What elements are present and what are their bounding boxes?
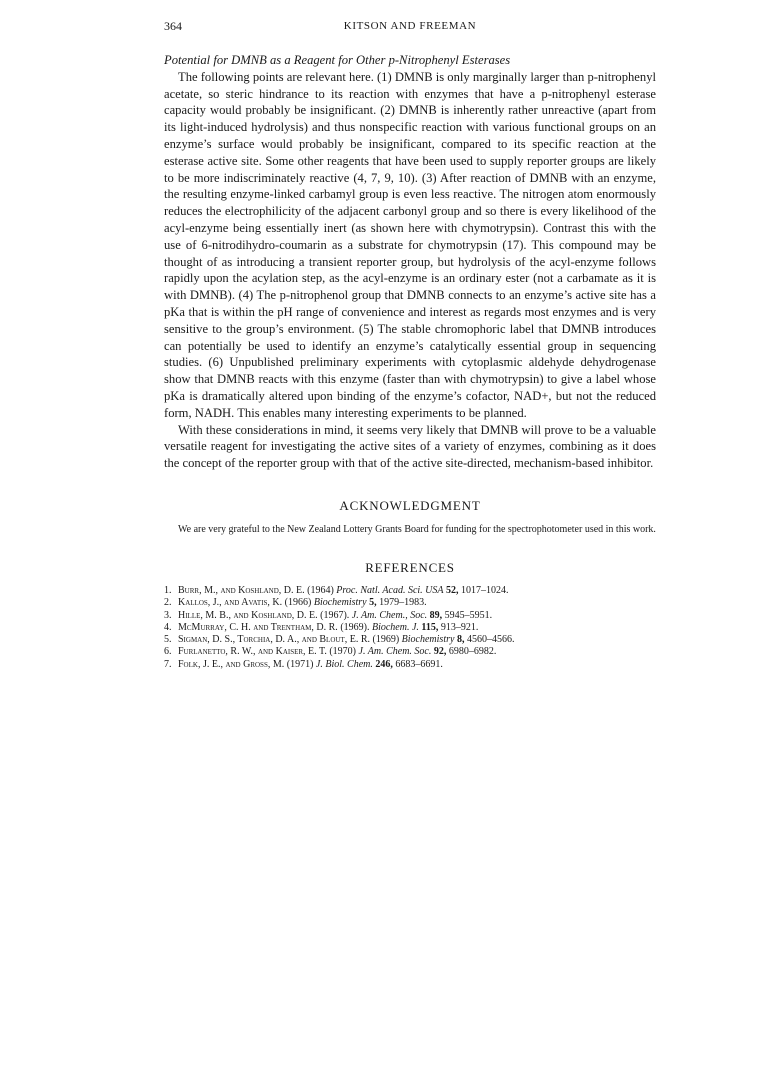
- reference-journal: J. Am. Chem., Soc.: [351, 609, 428, 621]
- reference-item: [164, 585, 656, 597]
- running-title: KITSON AND FREEMAN: [343, 20, 477, 32]
- reference-journal: Biochem. J.: [371, 621, 419, 633]
- reference-pages: 6683–6691.: [395, 658, 443, 670]
- reference-volume: 5,: [369, 597, 377, 609]
- body-paragraph-1: The following points are relevant here. (1) DMNB is only marginally larger than p-nitrophenyl acetate, so steric hindrance to its reaction with enzymes that have a p-nitrophenyl esterase capacity would probably be insignificant. (2) DMNB is inherently rather unreactive (apart from its light-induced hydrolysis) and thus nonspecific reaction with various functional groups on an enzyme’s surface would probably be insignificant, compared to its specific reaction at the esterase active site. Some other reagents that have been used to supply reporter groups are likely to be more indiscriminately reactive (4, 7, 9, 10). (3) After reaction of DMNB with an enzyme, the resulting enzyme-linked carbamyl group is even less reactive. The nitrogen atom enormously reduces the electrophilicity of the adjacent carbonyl group and so there is every likelihood of the acyl-enzyme being essentially inert (as shown here with chymotrypsin). Contrast this with the use of 6-nitrodihydro-coumarin as a substrate for chymotrypsin (17). This compound may be thought of as introducing a transient reporter group, but hydrolysis of the acyl-enzyme follows rapidly upon the acylation step, as the acyl-enzyme is an ordinary ester (not a carbamate as it is with DMNB). (4) The p-nitrophenol group that DMNB connects to an enzyme’s active site has a pKa that is within the pH range of convenience and interest as regards most enzymes and is very sensitive to the group’s environment. (5) The stable chromophoric label that DMNB introduces can potentially be used to identify an enzyme’s catalytically essential group in sequencing studies. (6) Unpublished preliminary experiments with cytoplasmic aldehyde dehydrogenase show that DMNB reacts with this enzyme (faster than with chymotrypsin) to give a label whose pKa is dramatically altered upon binding of the enzyme’s cofactor, NAD+, but not the reduced form, NADH. This enables many interesting experiments to be planned.: [164, 69, 656, 420]
- reference-year: (1971): [286, 658, 314, 670]
- reference-journal: Biochemistry: [313, 597, 367, 609]
- reference-volume: 92,: [433, 646, 447, 658]
- reference-journal: Proc. Natl. Acad. Sci. USA: [336, 584, 444, 596]
- acknowledgment-text: We are very grateful to the New Zealand Lottery Grants Board for funding for the spectrophotometer used in this work.: [178, 523, 656, 535]
- reference-item: [164, 597, 656, 609]
- reference-year: (1969): [372, 634, 400, 646]
- reference-pages: 913–921.: [440, 621, 479, 633]
- reference-number: 3.: [164, 609, 172, 621]
- reference-item: [164, 659, 656, 671]
- reference-authors: Sigman, D. S., Torchia, D. A., and Blout, E. R.: [178, 634, 370, 646]
- reference-authors: Kallos, J., and Avatis, K.: [178, 597, 283, 609]
- reference-volume: 8,: [456, 634, 465, 646]
- reference-volume: 246,: [375, 658, 393, 670]
- reference-year: (1967).: [320, 609, 350, 621]
- reference-year: (1969).: [340, 621, 370, 633]
- reference-item: [164, 610, 656, 622]
- reference-number: 6.: [164, 646, 172, 658]
- reference-volume: 89,: [429, 609, 443, 621]
- reference-list: [164, 585, 656, 671]
- reference-number: 4.: [164, 621, 172, 633]
- reference-pages: 5945–5951.: [444, 609, 493, 621]
- running-header: [164, 18, 656, 34]
- references-heading: REFERENCES: [365, 559, 455, 575]
- reference-pages: 1017–1024.: [461, 584, 509, 596]
- reference-year: (1966): [284, 597, 312, 609]
- reference-authors: Folk, J. E., and Gross, M.: [178, 658, 285, 670]
- reference-journal: J. Am. Chem. Soc.: [358, 646, 432, 658]
- reference-volume: 52,: [446, 584, 459, 596]
- body-paragraph-2: With these considerations in mind, it seems very likely that DMNB will prove to be a valuable versatile reagent for investigating the active sites of a variety of enzymes, combining as it does the concept of the reporter group with that of the active site-directed, mechanism-based inhibitor.: [164, 422, 656, 471]
- reference-authors: Hille, M. B., and Koshland, D. E.: [178, 609, 318, 621]
- reference-journal: J. Biol. Chem.: [315, 658, 373, 670]
- reference-volume: 115,: [421, 621, 439, 633]
- page-number: 364: [164, 19, 182, 33]
- reference-number: 2.: [164, 597, 172, 609]
- reference-year: (1970): [329, 646, 357, 658]
- reference-pages: 1979–1983.: [379, 597, 427, 609]
- reference-year: (1964): [307, 584, 334, 596]
- reference-number: 7.: [164, 658, 172, 670]
- reference-number: 5.: [164, 634, 172, 646]
- reference-pages: 6980–6982.: [448, 646, 497, 658]
- reference-item: [164, 622, 656, 634]
- reference-item: [164, 634, 656, 646]
- section-heading: Potential for DMNB as a Reagent for Other p-Nitrophenyl Esterases: [164, 53, 511, 67]
- reference-number: 1.: [164, 584, 172, 596]
- reference-authors: McMurray, C. H. and Trentham, D. R.: [178, 621, 338, 633]
- reference-authors: Furlanetto, R. W., and Kaiser, E. T.: [178, 646, 327, 658]
- page-content: [164, 52, 656, 671]
- reference-item: [164, 646, 656, 658]
- reference-pages: 4560–4566.: [466, 634, 515, 646]
- reference-authors: Burr, M., and Koshland, D. E.: [178, 584, 305, 596]
- reference-journal: Biochemistry: [401, 634, 455, 646]
- acknowledgment-heading: ACKNOWLEDGMENT: [339, 497, 481, 513]
